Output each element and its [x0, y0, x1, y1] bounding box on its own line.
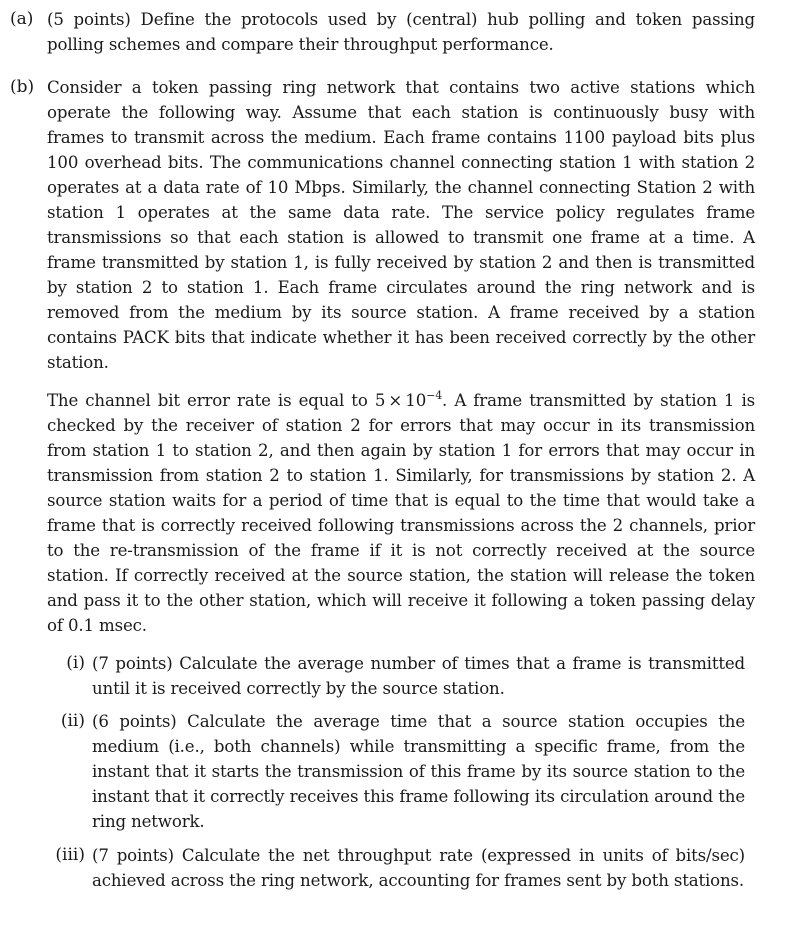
part-b-label: (b): [10, 77, 35, 97]
subpart-i-label: (i): [66, 653, 85, 673]
subpart-i: [55, 651, 745, 701]
question-part-b: [10, 75, 755, 638]
subpart-iii: [55, 843, 745, 893]
subpart-iii-text: (7 points) Calculate the net throughput rate (expressed in units of bits/sec) achieved across the ring network, accounting for frames sent by both stations.: [92, 846, 745, 890]
part-b-paragraph-2-text: . A frame transmitted by station 1 is checked by the receiver of station 2 for errors that may occur in its transmission from station 1 to station 2, and then again by station 1 for errors that may occur in transmission from station 2 to station 1. Similarly, for transmissions by station 2. A source station waits for a period of time that is equal to the time that would take a frame that is correctly received following transmissions across the 2 channels, prior to the re-transmission of the frame if it is not correctly received at the source station. If correctly received at the source station, the station will release the token and pass it to the other station, which will receive it following a token passing delay of 0.1 msec.: [47, 391, 755, 635]
part-a-label: (a): [10, 9, 34, 29]
part-a-text: (5 points) Define the protocols used by (central) hub polling and token passing polling schemes and compare their throughput performance.: [47, 10, 755, 54]
part-b-paragraph-1: Consider a token passing ring network that contains two active stations which operate the following way. Assume that each station is continuously busy with frames to transmit across the medium. Each frame contains 1100 payload bits plus 100 overhead bits. The communications channel connecting station 1 with station 2 operates at a data rate of 10 Mbps. Similarly, the channel connecting Station 2 with station 1 operates at the same data rate. The service policy regulates frame transmissions so that each station is allowed to transmit one frame at a time. A frame transmitted by station 1, is fully received by station 2 and then is transmitted by station 2 to station 1. Each frame circulates around the ring network and is removed from the medium by its source station. A frame received by a station contains PACK bits that indicate whether it has been received correctly by the other station.: [47, 78, 755, 372]
subpart-ii: [55, 709, 745, 834]
question-part-a: [10, 7, 755, 57]
bit-error-rate-prefix: The channel bit error rate is equal to 5 × 10: [47, 391, 427, 410]
subpart-i-text: (7 points) Calculate the average number of times that a frame is transmitted until it is received correctly by the source station.: [92, 654, 745, 698]
subpart-ii-text: (6 points) Calculate the average time that a source station occupies the medium (i.e., both channels) while transmitting a specific frame, from the instant that it starts the transmission of this frame by its source station to the instant that it correctly receives this frame following its circulation around the ring network.: [92, 712, 745, 831]
part-b-paragraph-2: [47, 383, 755, 638]
subpart-iii-label: (iii): [55, 845, 85, 865]
bit-error-rate-exponent: −4: [426, 389, 443, 402]
subpart-ii-label: (ii): [60, 711, 85, 731]
